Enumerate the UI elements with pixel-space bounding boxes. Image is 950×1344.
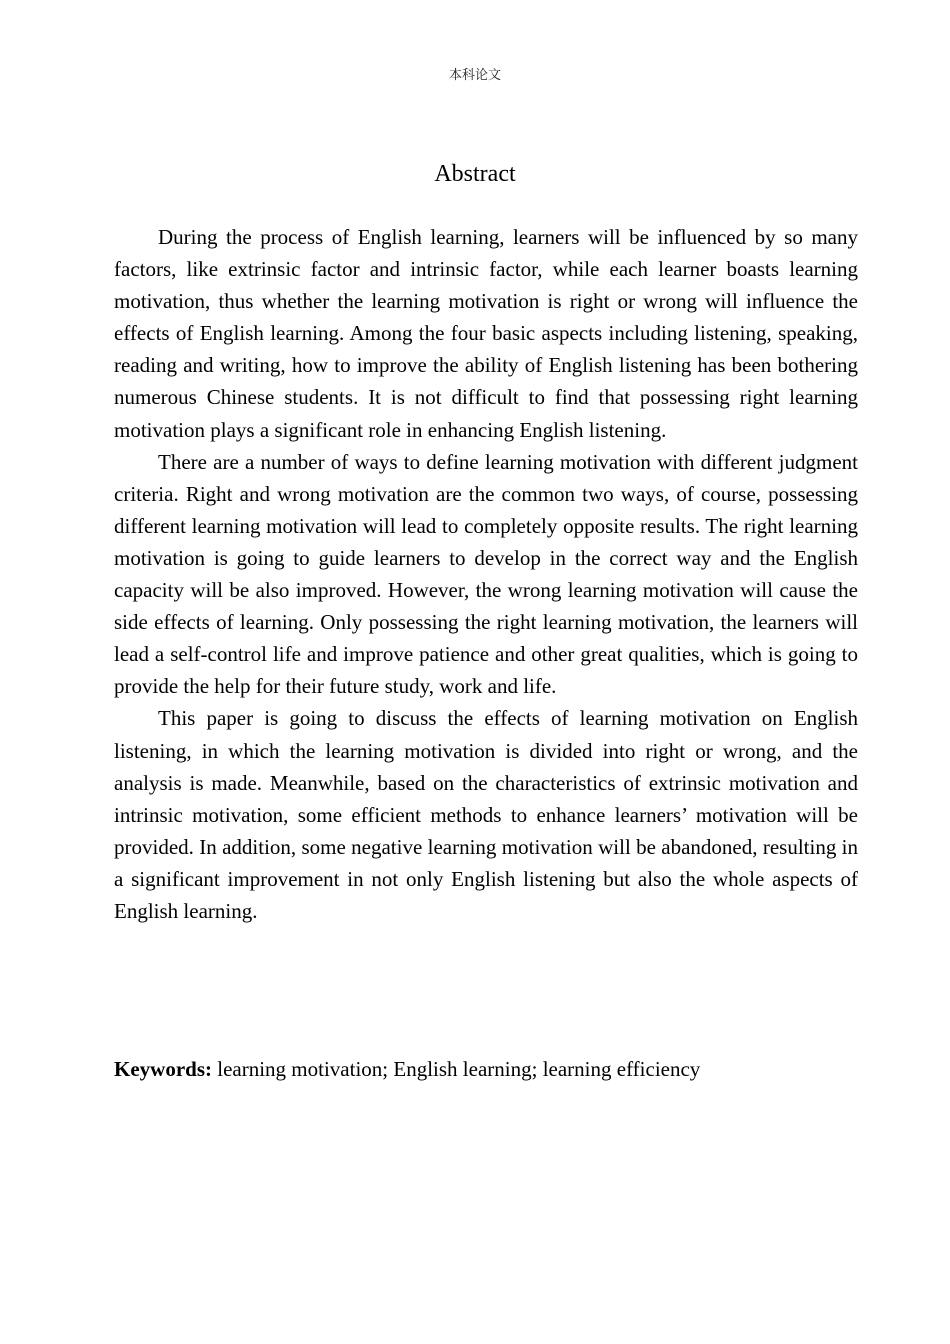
- abstract-body: [114, 221, 858, 927]
- abstract-title: Abstract: [434, 161, 516, 187]
- abstract-paragraph-1: During the process of English learning, learners will be influenced by so many factors, like extrinsic factor and intrinsic factor, while each learner boasts learning motivation, thus whether the learning motivation is right or wrong will influence the effects of English learning. Among the four basic aspects including listening, speaking, reading and writing, how to improve the ability of English listening has been bothering numerous Chinese students. It is not difficult to find that possessing right learning motivation plays a significant role in enhancing English listening.: [114, 225, 858, 442]
- abstract-paragraph-3: This paper is going to discuss the effects of learning motivation on English listening, in which the learning motivation is divided into right or wrong, and the analysis is made. Meanwhile, based on the characteristics of extrinsic motivation and intrinsic motivation, some efficient methods to enhance learners’ motivation will be provided. In addition, some negative learning motivation will be abandoned, resulting in a significant improvement in not only English listening but also the whole aspects of English learning.: [114, 706, 858, 923]
- abstract-paragraph-2: There are a number of ways to define learning motivation with different judgment criteria. Right and wrong motivation are the common two ways, of course, possessing different learning motivation will lead to completely opposite results. The right learning motivation is going to guide learners to develop in the correct way and the English capacity will be also improved. However, the wrong learning motivation will cause the side effects of learning. Only possessing the right learning motivation, the learners will lead a self-control life and improve patience and other great qualities, which is going to provide the help for their future study, work and life.: [114, 449, 858, 699]
- keywords-label: Keywords:: [114, 1057, 212, 1081]
- keywords-line: [114, 1053, 858, 1085]
- keywords-text: learning motivation; English learning; learning efficiency: [217, 1057, 701, 1081]
- running-header: 本科论文: [448, 68, 501, 83]
